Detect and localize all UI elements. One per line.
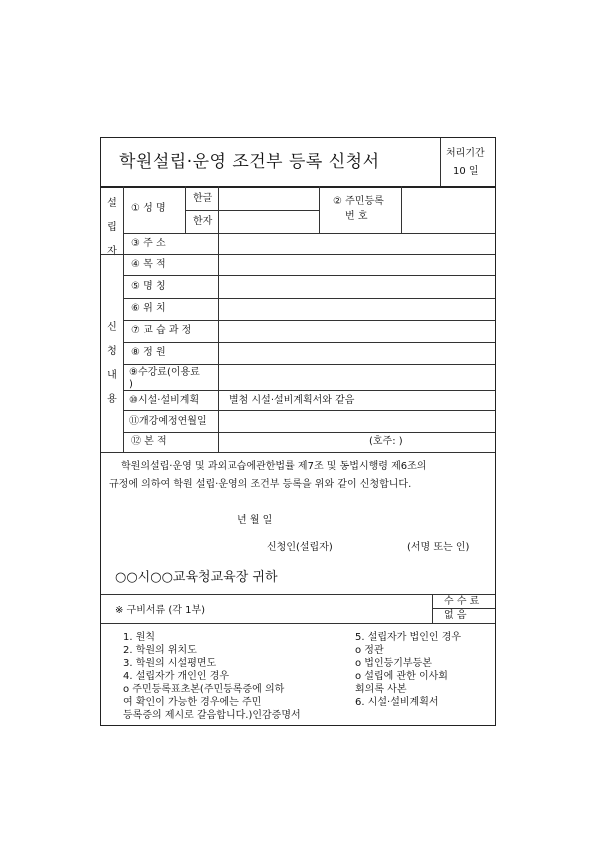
hangul-name-field[interactable] bbox=[219, 187, 318, 209]
hanja-name-field[interactable] bbox=[219, 211, 318, 232]
resident-number-field[interactable] bbox=[402, 187, 495, 232]
list-item: o 설립에 관한 이사회 bbox=[355, 671, 448, 682]
opening-date-label: ⑪개강예정연월일 bbox=[129, 416, 207, 427]
list-item: 회의록 사본 bbox=[355, 684, 407, 695]
application-group-label: 신 청 내 용 bbox=[107, 322, 117, 405]
list-item: 3. 학원의 시설평면도 bbox=[123, 658, 217, 669]
household-head-label: (호주: ) bbox=[369, 436, 403, 447]
address-label: ③ 주 소 bbox=[131, 238, 166, 249]
applicant-group-label: 설 립 자 bbox=[107, 198, 117, 257]
required-documents-heading: ※ 구비서류 (각 1부) bbox=[115, 605, 206, 616]
capacity-field[interactable] bbox=[219, 343, 495, 363]
list-item: 4. 설립자가 개인인 경우 bbox=[123, 671, 230, 682]
list-item: 6. 시설·설비계획서 bbox=[355, 697, 439, 708]
location-field[interactable] bbox=[219, 299, 495, 319]
fee-label: 수 수 료 bbox=[444, 596, 480, 607]
date-line: 년 월 일 bbox=[237, 515, 273, 526]
list-item: 5. 설립자가 법인인 경우 bbox=[355, 632, 462, 643]
hanja-label: 한자 bbox=[193, 216, 213, 227]
documents-list-right bbox=[355, 631, 461, 709]
designation-field[interactable] bbox=[219, 276, 495, 297]
statement-line-2: 규정에 의하여 학원 설립·운영의 조건부 등록을 위와 같이 신청합니다. bbox=[109, 479, 412, 490]
opening-date-field[interactable] bbox=[219, 411, 495, 431]
resident-number-label-line2: 번 호 bbox=[345, 211, 368, 222]
documents-list-left bbox=[123, 631, 301, 722]
purpose-label: ④ 목 적 bbox=[131, 259, 166, 270]
office-label: ⑫ 본 적 bbox=[131, 436, 167, 447]
capacity-label: ⑧ 정 원 bbox=[131, 347, 166, 358]
tuition-label-line2: ) bbox=[129, 379, 133, 390]
address-field[interactable] bbox=[219, 234, 495, 253]
purpose-field[interactable] bbox=[219, 255, 495, 274]
applicant-signature-line: 신청인(설립자) bbox=[267, 542, 333, 553]
designation-label: ⑤ 명 칭 bbox=[131, 281, 166, 292]
addressee: ○○시○○교육청교육장 귀하 bbox=[115, 570, 278, 585]
name-label: ① 성 명 bbox=[131, 203, 166, 214]
list-item: o 법인등기부등본 bbox=[355, 658, 432, 669]
facility-plan-value: 별첨 시설·설비계획서와 같음 bbox=[229, 395, 355, 406]
facility-plan-label: ⑩시설·설비계획 bbox=[129, 395, 200, 406]
resident-number-label: ② 주민등록 bbox=[333, 196, 384, 207]
list-item: 1. 원칙 bbox=[123, 632, 156, 643]
list-item: o 주민등록표초본(주민등록증에 의하 bbox=[123, 684, 285, 695]
list-item: 2. 학원의 위치도 bbox=[123, 645, 197, 656]
tuition-label: ⑨수강료(이용료 bbox=[129, 367, 200, 378]
location-label: ⑥ 위 치 bbox=[131, 303, 166, 314]
form-title: 학원설립·운영 조건부 등록 신청서 bbox=[119, 152, 380, 172]
list-item: o 정관 bbox=[355, 645, 384, 656]
processing-period-label: 처리기간 bbox=[446, 148, 485, 159]
processing-period-value: 10 일 bbox=[453, 166, 479, 177]
signature-note: (서명 또는 인) bbox=[407, 542, 470, 553]
hangul-label: 한글 bbox=[193, 193, 213, 204]
application-form bbox=[100, 137, 496, 726]
course-field[interactable] bbox=[219, 321, 495, 341]
list-item: 여 확인이 가능한 경우에는 주민 bbox=[123, 697, 262, 708]
fee-value: 없 음 bbox=[444, 610, 467, 621]
course-label: ⑦ 교 습 과 정 bbox=[131, 325, 192, 336]
list-item: 등록증의 제시로 갈음합니다.)인감증명서 bbox=[123, 710, 301, 721]
tuition-field[interactable] bbox=[219, 365, 495, 389]
statement-line-1: 학원의설립·운영 및 과외교습에관한법률 제7조 및 동법시행령 제6조의 bbox=[121, 461, 427, 472]
